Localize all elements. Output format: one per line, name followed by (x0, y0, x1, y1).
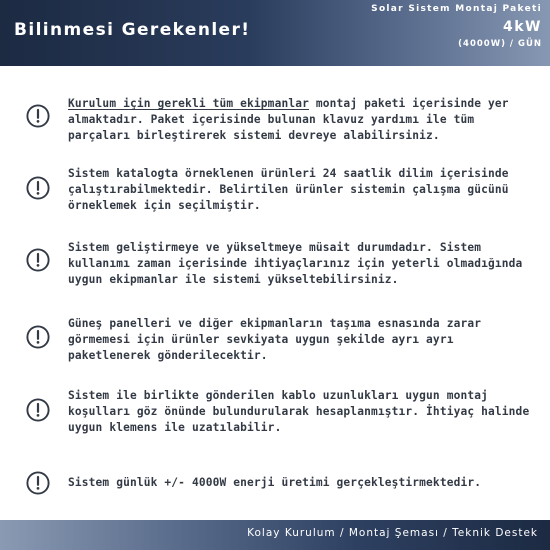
footer-text: Kolay Kurulum / Montaj Şeması / Teknik Destek (247, 527, 538, 539)
exclamation-circle-icon (26, 325, 50, 349)
product-subtitle: Solar Sistem Montaj Paketi (371, 4, 542, 14)
notes-list (0, 66, 550, 520)
exclamation-circle-icon (26, 248, 50, 272)
power-rating: 4kW (503, 19, 542, 35)
page-title: Bilinmesi Gerekenler! (14, 20, 251, 40)
list-item-text: Sistem katalogta örneklenen ürünleri 24 saatlik dilim içerisinde çalıştırabilmektedir. Belirtilen ürünler sistemin çalışma gücünü örneklemek için seçilmiştir. (68, 167, 509, 212)
list-item-text: Kurulum için gerekli tüm ekipmanlar montaj paketi içerisinde yer almaktadır. Paket içerisinde bulunan klavuz yardımı ile tüm parçaları birleştirerek sistemi devreye alabilirsiniz. (68, 97, 509, 142)
exclamation-circle-icon (26, 398, 50, 422)
power-unit: (4000W) / GÜN (458, 39, 542, 49)
list-item-text: Sistem günlük +/- 4000W enerji üretimi gerçekleştirmektedir. (68, 476, 482, 489)
footer-banner (0, 520, 550, 550)
header-banner (0, 0, 550, 66)
list-item-text: Güneş panelleri ve diğer ekipmanların taşıma esnasında zarar görmemesi için ürünler sevkiyata uygun şekilde ayrı ayrı paketlenerek gönderilecektir. (68, 317, 482, 362)
product-info (282, 4, 542, 50)
list-item-text: Sistem ile birlikte gönderilen kablo uzunlukları uygun montaj koşulları göz önünde bulundurularak hesaplanmıştır. İhtiyaç halinde uygun klemens ile uzatılabilir. (68, 389, 530, 434)
list-item-text: Sistem geliştirmeye ve yükseltmeye müsait durumdadır. Sistem kullanımı zaman içerisinde ihtiyaçlarınız için yeterli olmadığında uygun ekipmanlar ile sistemi yükseltebilirsiniz. (68, 241, 523, 286)
exclamation-circle-icon (26, 104, 50, 128)
exclamation-circle-icon (26, 471, 50, 495)
underlined-text: Kurulum için gerekli tüm ekipmanlar (68, 97, 309, 110)
exclamation-circle-icon (26, 176, 50, 200)
